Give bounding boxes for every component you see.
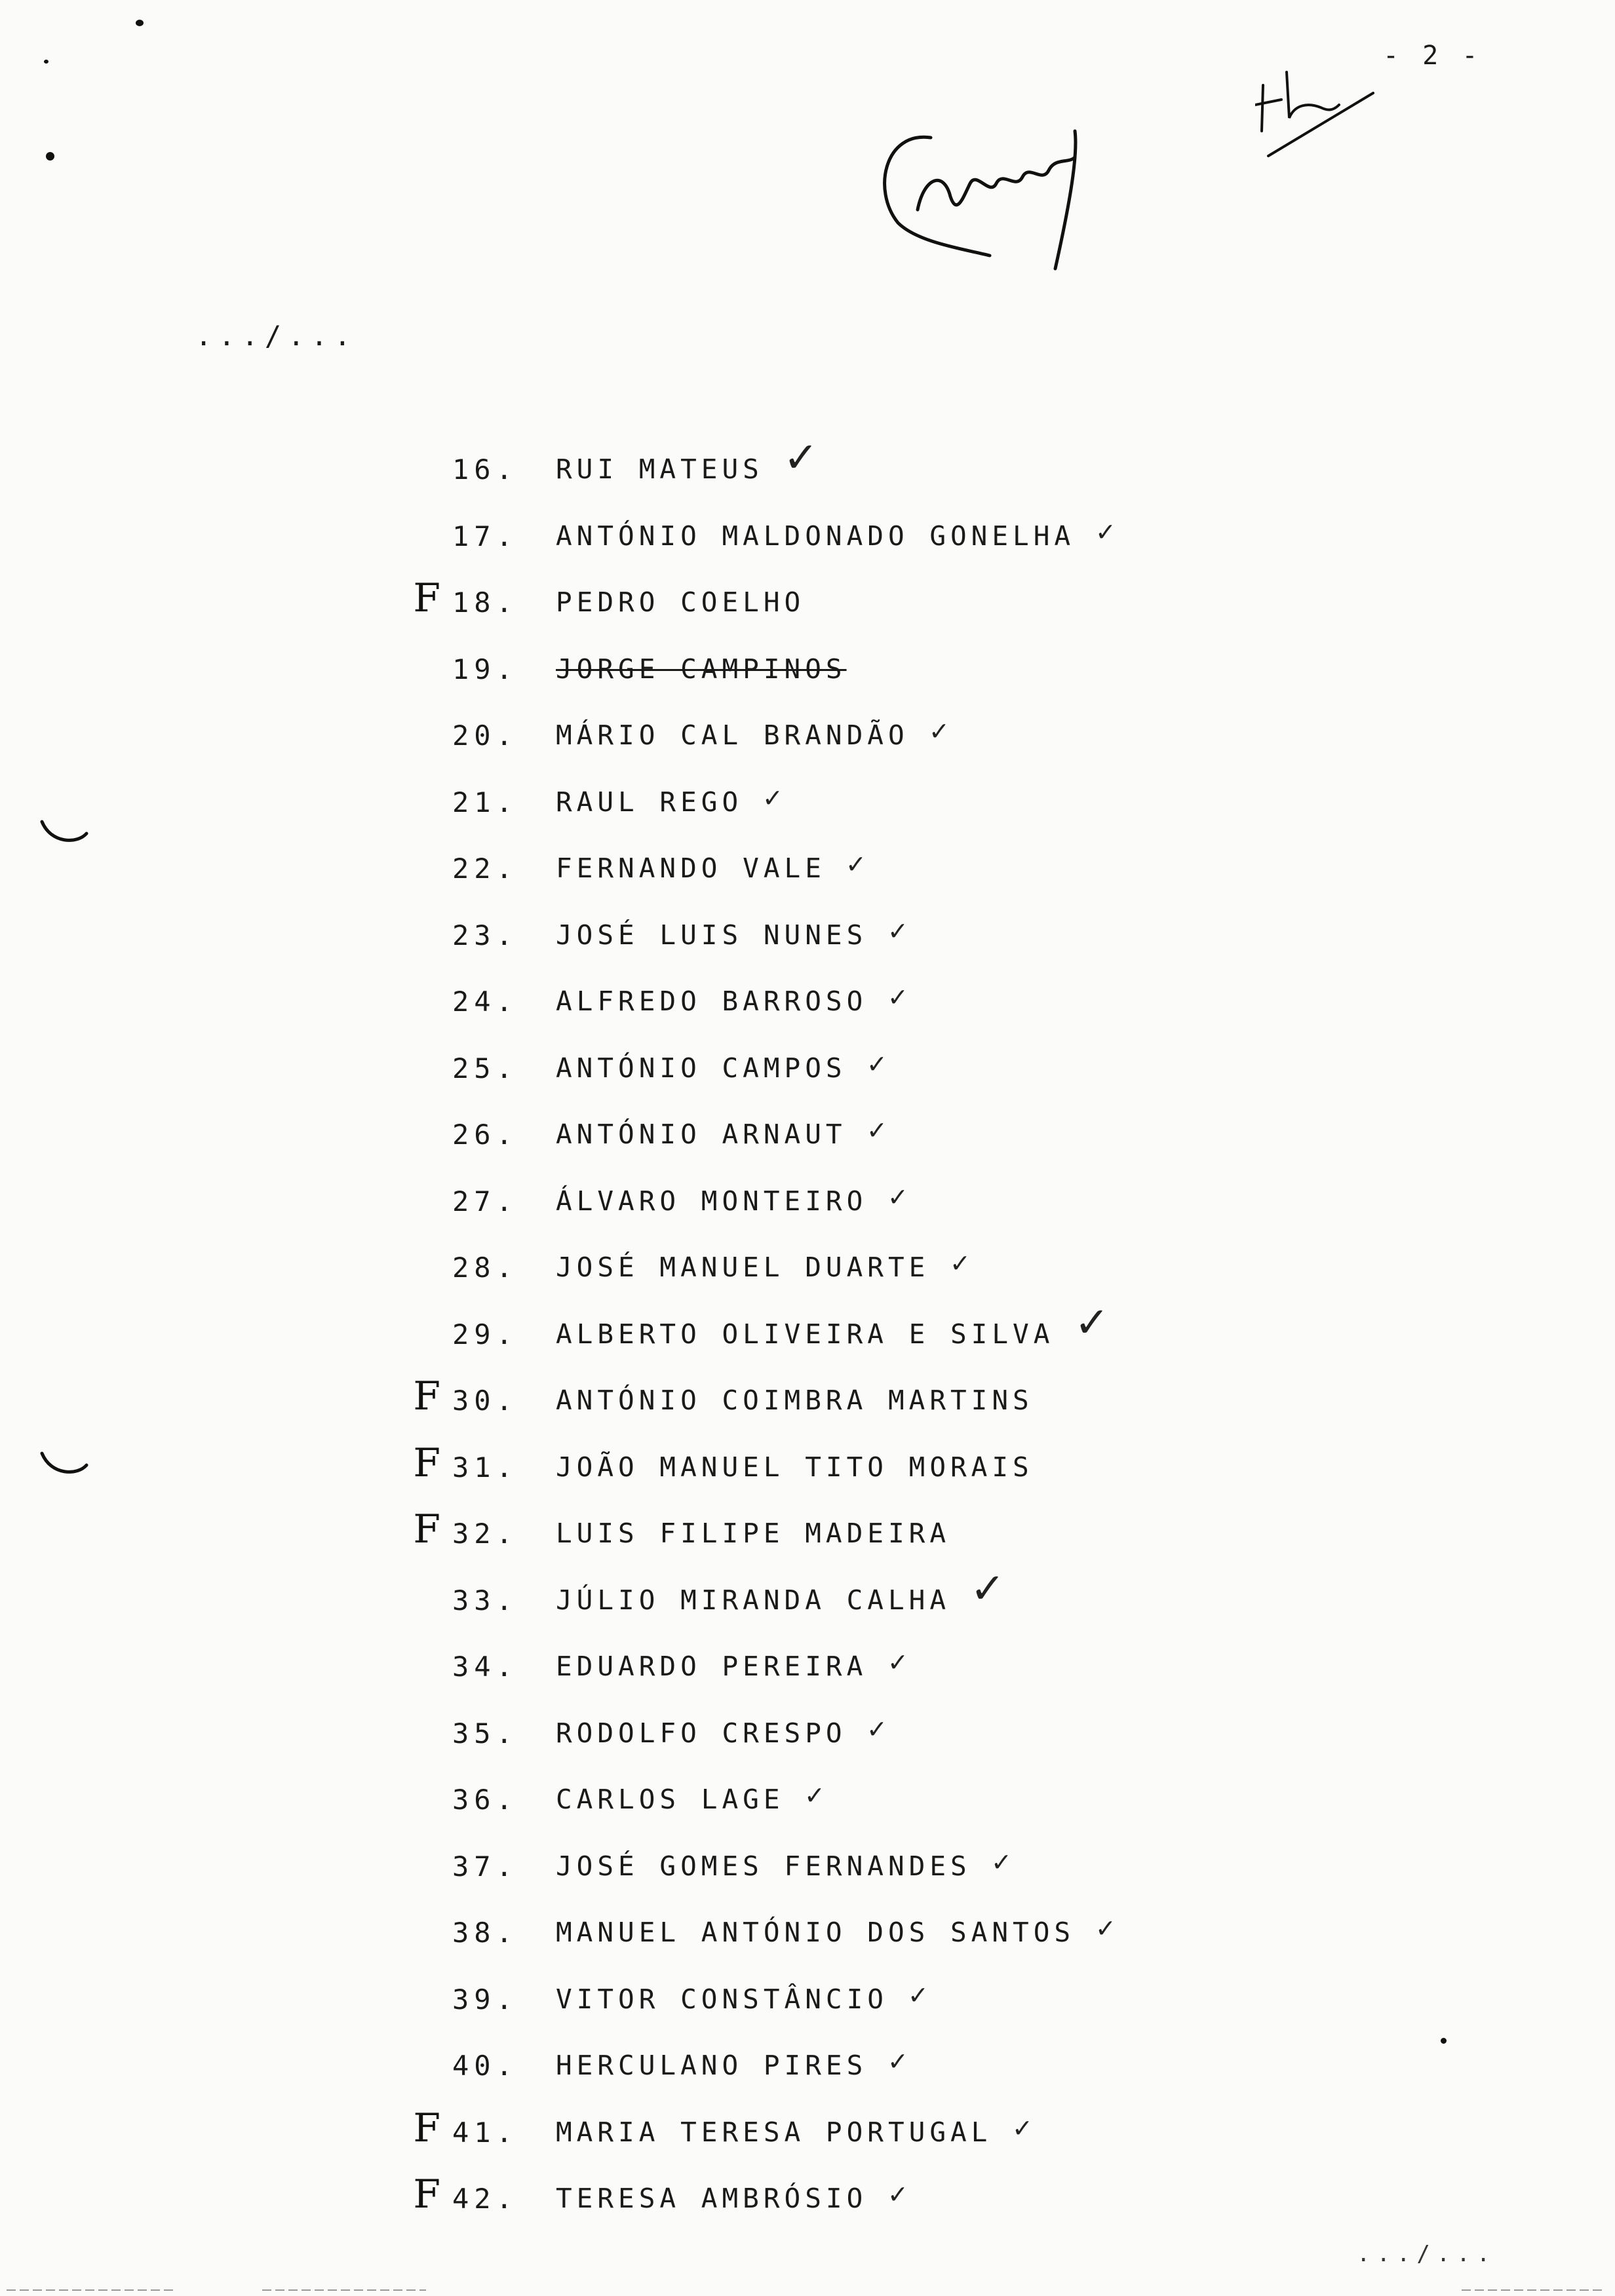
member-name: TERESA AMBRÓSIO [556,2183,868,2214]
item-number: 36. [452,1784,518,1816]
check-mark-icon: ✓ [970,1565,1005,1613]
member-name: RUI MATEUS [556,453,764,485]
item-number: 41. [452,2116,518,2149]
punch-hole-mark [38,818,90,851]
ink-speck [46,152,54,161]
handwritten-absence-mark: F [413,1440,440,1486]
member-name: ANTÓNIO CAMPOS [556,1052,847,1084]
member-name: ANTÓNIO COIMBRA MARTINS [556,1385,1034,1416]
check-mark-icon: ✓ [1095,1914,1116,1943]
check-mark-icon: ✓ [846,850,866,879]
item-number: 39. [452,1983,518,2016]
handwritten-absence-mark: F [413,1373,440,1419]
continuation-marker-top: .../... [195,320,358,352]
member-name: EDUARDO PEREIRA [556,1651,868,1682]
member-name: MÁRIO CAL BRANDÃO [556,719,909,751]
item-number: 27. [452,1185,518,1217]
member-name: JORGE CAMPINOS [556,653,847,685]
member-name: JÚLIO MIRANDA CALHA [556,1584,950,1616]
check-mark-icon: ✓ [866,1116,887,1145]
member-name: ALFREDO BARROSO [556,985,868,1017]
item-number: 23. [452,919,518,951]
item-number: 34. [452,1651,518,1683]
handwritten-absence-mark: F [413,1506,440,1552]
member-name: RODOLFO CRESPO [556,1717,847,1749]
check-mark-icon: ✓ [887,917,908,946]
check-mark-icon: ✓ [1095,518,1116,546]
item-number: 19. [452,653,518,685]
member-name: LUIS FILIPE MADEIRA [556,1518,950,1549]
item-number: 31. [452,1451,518,1483]
member-name: CARLOS LAGE [556,1784,785,1815]
check-mark-icon: ✓ [908,1981,929,2010]
check-mark-icon: ✓ [950,1249,971,1278]
page-number: - 2 - [1383,41,1482,71]
member-name: MARIA TERESA PORTUGAL [556,2116,992,2148]
check-mark-icon: ✓ [866,1715,887,1744]
item-number: 24. [452,985,518,1018]
item-number: 30. [452,1385,518,1417]
check-mark-icon: ✓ [887,2047,908,2076]
member-name: VITOR CONSTÂNCIO [556,1983,888,2015]
item-number: 38. [452,1917,518,1949]
item-number: 33. [452,1584,518,1617]
member-name: JOSÉ MANUEL DUARTE [556,1252,930,1283]
member-name: JOSÉ LUIS NUNES [556,919,868,951]
handwritten-absence-mark: F [413,2105,440,2151]
item-number: 37. [452,1850,518,1883]
handwritten-absence-mark: F [413,575,440,621]
check-mark-icon: ✓ [1012,2114,1033,2143]
ink-speck [1441,2038,1447,2044]
punch-hole-mark [38,1449,90,1482]
member-name: ALBERTO OLIVEIRA E SILVA [556,1318,1055,1350]
item-number: 28. [452,1252,518,1284]
item-number: 35. [452,1717,518,1750]
member-name: HERCULANO PIRES [556,2050,868,2081]
check-mark-icon: ✓ [866,1050,887,1079]
handwritten-initials [1255,39,1386,170]
check-mark-icon: ✓ [783,434,819,482]
item-number: 16. [452,453,518,486]
item-number: 42. [452,2183,518,2215]
check-mark-icon: ✓ [1074,1299,1110,1347]
item-number: 21. [452,786,518,818]
scan-edge-line [0,2289,1615,2291]
item-number: 40. [452,2050,518,2082]
item-number: 20. [452,719,518,752]
item-number: 22. [452,852,518,885]
item-number: 29. [452,1318,518,1350]
check-mark-icon: ✓ [887,2180,908,2209]
check-mark-icon: ✓ [804,1781,825,1810]
item-number: 18. [452,586,518,619]
member-name: ANTÓNIO MALDONADO GONELHA [556,520,1076,552]
member-name: FERNANDO VALE [556,852,826,884]
item-number: 17. [452,520,518,552]
member-name: ANTÓNIO ARNAUT [556,1119,847,1150]
member-name: JOSÉ GOMES FERNANDES [556,1850,971,1882]
handwritten-absence-mark: F [413,2172,440,2217]
item-number: 25. [452,1052,518,1084]
member-name: RAUL REGO [556,786,743,818]
check-mark-icon: ✓ [887,1183,908,1212]
item-number: 32. [452,1518,518,1550]
member-name: MANUEL ANTÓNIO DOS SANTOS [556,1917,1076,1948]
item-number: 26. [452,1119,518,1151]
check-mark-icon: ✓ [887,983,908,1012]
member-name: JOÃO MANUEL TITO MORAIS [556,1451,1034,1483]
ink-speck [44,60,49,64]
continuation-marker-bottom: .../... [1357,2241,1497,2267]
check-mark-icon: ✓ [929,717,950,746]
check-mark-icon: ✓ [887,1648,908,1677]
check-mark-icon: ✓ [991,1848,1012,1877]
check-mark-icon: ✓ [762,784,783,813]
member-name: PEDRO COELHO [556,586,806,618]
handwritten-signature [859,118,1095,275]
ink-speck [136,20,144,26]
member-name: ÁLVARO MONTEIRO [556,1185,868,1217]
